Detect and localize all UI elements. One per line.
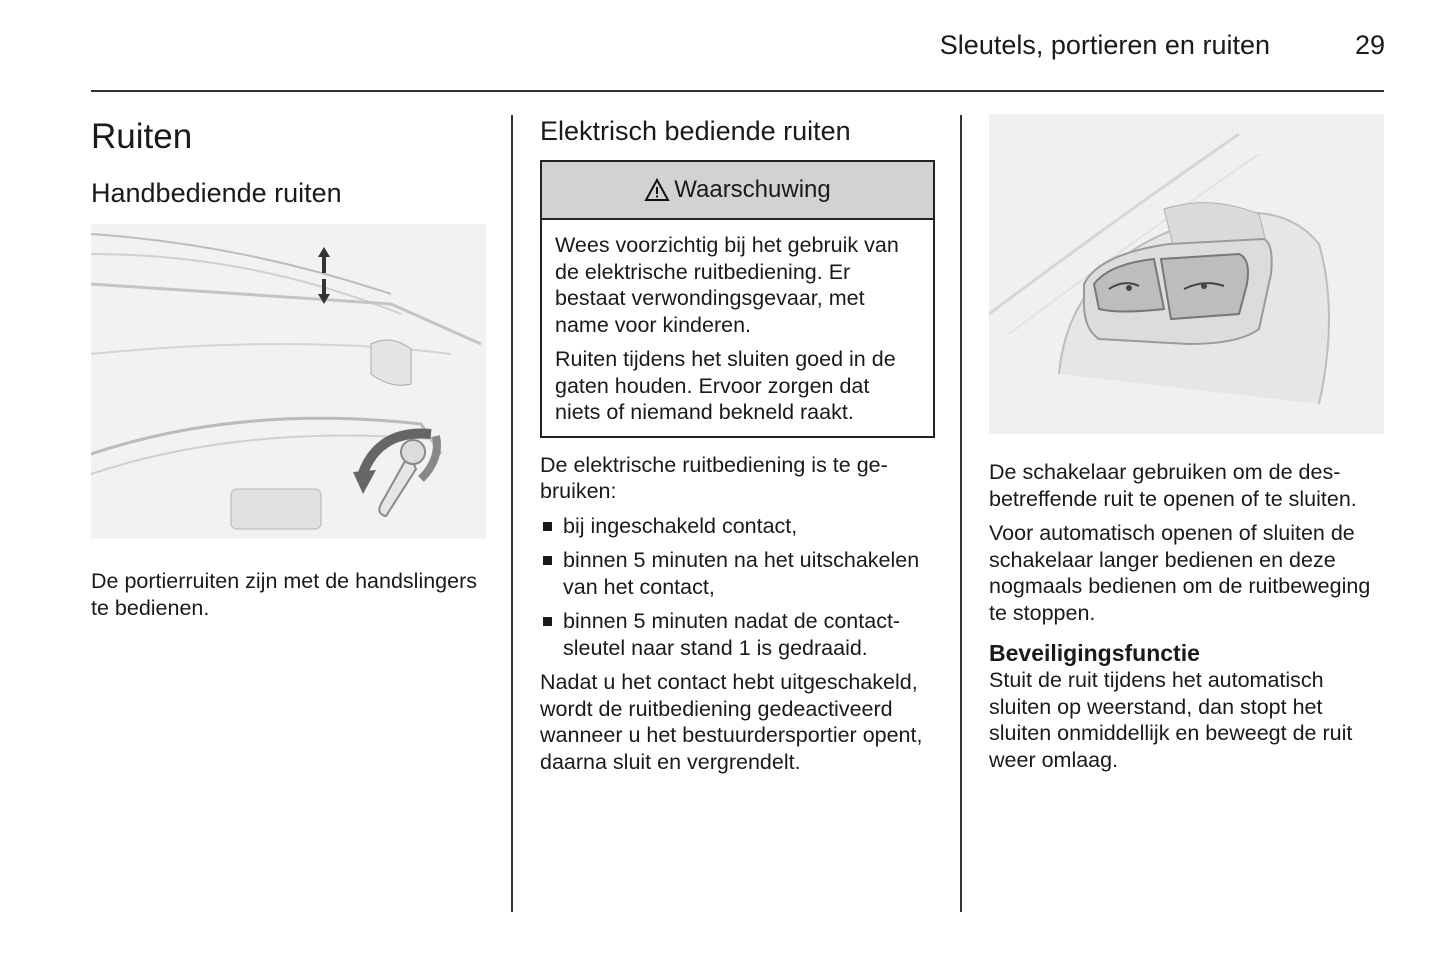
warning-title: Waarschuwing [674, 176, 831, 203]
section-heading: Ruiten [91, 117, 193, 156]
column-divider-1 [511, 115, 513, 912]
list-item: bij ingeschakeld contact, [540, 513, 935, 540]
window-crank-illustration [91, 224, 486, 539]
warning-box [540, 160, 935, 438]
warning-triangle-icon [644, 178, 670, 202]
column-3 [989, 110, 1384, 781]
subsection-heading-electric: Elektrisch bediende ruiten [540, 116, 851, 146]
warning-paragraph-1: Wees voorzichtig bij het gebruik van de elektrische ruitbediening. Er bestaat verwondingsgevaar, met name voor kinderen. [555, 233, 899, 337]
list-item: binnen 5 minuten nadat de contactsleutel naar stand 1 is gedraaid. [540, 608, 935, 661]
window-switch-illustration [989, 114, 1384, 434]
list-item: binnen 5 minuten na het uitschakelen van het contact, [540, 547, 935, 600]
bullet-list [540, 513, 935, 662]
warning-header [542, 162, 933, 220]
column-divider-2 [960, 115, 962, 912]
paragraph-usage-intro: De elektrische ruitbediening is te gebruiken: [540, 452, 888, 503]
page-number: 29 [1354, 30, 1385, 60]
paragraph-switch-usage: De schakelaar gebruiken om de desbetreffende ruit te openen of te sluiten. [989, 460, 1357, 511]
column-2 [540, 110, 935, 783]
paragraph-manual-windows: De portierruiten zijn met de handslingers te bedienen. [91, 569, 478, 620]
running-header-title: Sleutels, portieren en ruiten [939, 30, 1270, 60]
paragraph-automatic-operation: Voor automatisch openen of sluiten de schakelaar langer bedienen en deze nogmaals bedienen om de ruitbeweging te stoppen. [989, 521, 1371, 625]
subsection-heading-safety: Beveiligingsfunctie [989, 640, 1200, 666]
warning-paragraph-2: Ruiten tijdens het sluiten goed in de gaten houden. Ervoor zorgen dat niets of niemand bekneld raakt. [555, 347, 896, 424]
paragraph-deactivation: Nadat u het contact hebt uitgeschakeld, wordt de ruitbediening gedeactiveerd wanneer u het bestuurdersportier opent, daarna sluit en vergrendelt. [540, 670, 923, 774]
paragraph-safety-function: Stuit de ruit tijdens het automatisch sluiten op weerstand, dan stopt het sluiten onmiddellijk en beweegt de ruit weer omlaag. [989, 668, 1353, 772]
header-rule [91, 90, 1384, 92]
subsection-heading: Handbediende ruiten [91, 178, 342, 208]
warning-body [542, 220, 933, 436]
column-1 [91, 110, 491, 629]
